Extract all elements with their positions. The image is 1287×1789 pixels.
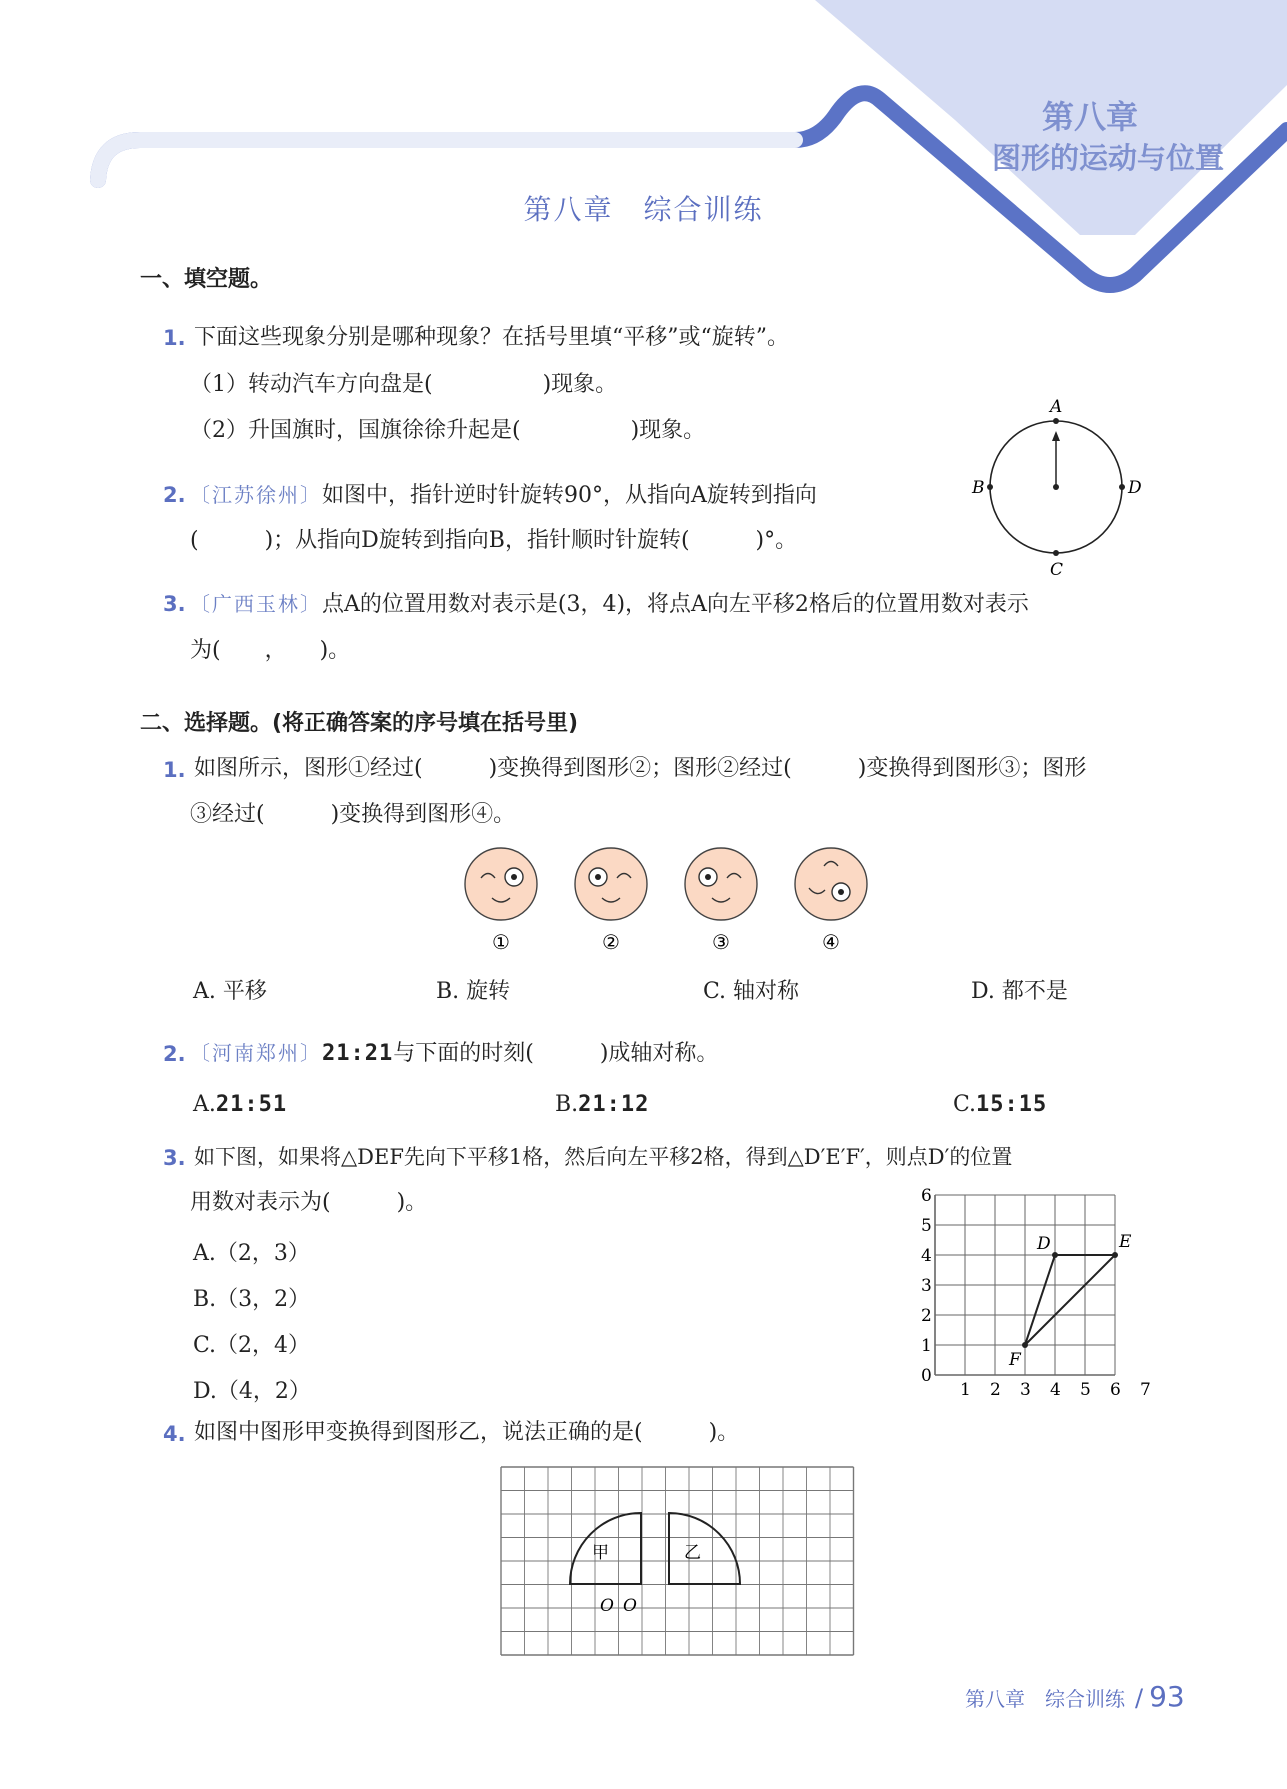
s2-q3-text1: 如下图，如果将△DEF先向下平移1格，然后向左平移2格，得到△D′E′F′，则点D′的位置 bbox=[194, 1145, 1013, 1169]
s1-q3-tag: 〔广西玉林〕 bbox=[190, 592, 322, 616]
x-tick-label: 4 bbox=[1050, 1380, 1061, 1400]
s1-q2-text1: 如图中，指针逆时针旋转90°，从指向A旋转到指向 bbox=[322, 483, 817, 508]
s2-q4-text: 如图中图形甲变换得到图形乙，说法正确的是( )。 bbox=[194, 1420, 740, 1445]
x-tick-label: 5 bbox=[1080, 1380, 1091, 1400]
chapter-subtitle: 图形的运动与位置 bbox=[992, 141, 1225, 175]
label-a: A bbox=[1050, 397, 1063, 417]
face-label-2: ② bbox=[602, 930, 620, 954]
point-d bbox=[1052, 1252, 1058, 1258]
s1-q1-number: 1. bbox=[163, 326, 186, 350]
option-letter: C. bbox=[953, 1092, 977, 1117]
s1-q3-text2: 为( ， )。 bbox=[190, 638, 351, 663]
s2-q2-text: 与下面的时刻( )成轴对称。 bbox=[393, 1041, 719, 1066]
s2-q2-time: 21:21 bbox=[322, 1041, 394, 1066]
quarter-circle-figure bbox=[500, 1466, 862, 1662]
coordinate-grid bbox=[921, 1186, 1151, 1400]
option-time: 15:15 bbox=[976, 1092, 1048, 1117]
s2-q3-option-c: C.（2，4） bbox=[193, 1333, 311, 1358]
y-tick-label: 3 bbox=[921, 1276, 932, 1296]
s2-q2-number: 2. bbox=[163, 1042, 186, 1066]
section1-heading: 一、填空题。 bbox=[140, 267, 273, 292]
s2-q1-number: 1. bbox=[163, 758, 186, 782]
s2-q2-tag: 〔河南郑州〕 bbox=[190, 1041, 322, 1065]
y-tick-label: 4 bbox=[921, 1246, 932, 1266]
s2-q3-option-d: D.（4，2） bbox=[193, 1379, 311, 1404]
triangle-def bbox=[1025, 1255, 1115, 1345]
point-label-d: D bbox=[1037, 1234, 1051, 1254]
option-letter: A. bbox=[193, 1092, 216, 1117]
page-footer bbox=[965, 1680, 1185, 1713]
s2-q1-option-c: C. 轴对称 bbox=[703, 979, 800, 1004]
s1-q3-line1 bbox=[190, 589, 1029, 620]
footer-separator: / bbox=[1135, 1684, 1144, 1712]
s2-q1-option-a: A. 平移 bbox=[193, 979, 267, 1004]
s1-q2-tag: 〔江苏徐州〕 bbox=[190, 483, 322, 507]
y-tick-label: 1 bbox=[921, 1336, 932, 1356]
chapter-label: 第八章 bbox=[1042, 98, 1139, 136]
s1-q2-line1 bbox=[190, 480, 817, 511]
y-tick-label: 5 bbox=[921, 1216, 932, 1236]
s2-q3-text2: 用数对表示为( )。 bbox=[190, 1190, 428, 1215]
s2-q1-text2: ③经过( )变换得到图形④。 bbox=[190, 802, 516, 827]
s2-q3-number: 3. bbox=[163, 1146, 186, 1170]
point-label-f: F bbox=[1009, 1350, 1021, 1370]
square-grid bbox=[501, 1467, 854, 1655]
faces-figure bbox=[455, 840, 875, 960]
s1-q2-number: 2. bbox=[163, 483, 186, 507]
label-yi: 乙 bbox=[684, 1543, 701, 1563]
s1-q3-number: 3. bbox=[163, 592, 186, 616]
y-tick-label: 0 bbox=[921, 1366, 932, 1386]
face-4 bbox=[795, 848, 867, 920]
s2-q4-number: 4. bbox=[163, 1422, 186, 1446]
face-3 bbox=[685, 848, 757, 920]
face-2 bbox=[575, 848, 647, 920]
label-d: D bbox=[1128, 478, 1142, 498]
s1-q2-text2: ( )；从指向D旋转到指向B，指针顺时针旋转( )°。 bbox=[190, 528, 798, 553]
s1-q1-sub1: （1）转动汽车方向盘是( )现象。 bbox=[190, 372, 618, 397]
page-number: 93 bbox=[1149, 1680, 1185, 1713]
x-tick-label: 7 bbox=[1140, 1380, 1151, 1400]
s1-q1-sub2: （2）升国旗时，国旗徐徐升起是( )现象。 bbox=[190, 418, 706, 443]
s1-q1-text: 下面这些现象分别是哪种现象？在括号里填“平移”或“旋转”。 bbox=[194, 325, 789, 350]
option-letter: B. bbox=[555, 1092, 579, 1117]
s2-q3-option-a: A.（2，3） bbox=[193, 1241, 310, 1266]
s2-q1-option-b: B. 旋转 bbox=[436, 979, 511, 1004]
s2-q2-option-b bbox=[555, 1092, 649, 1117]
s2-q2-option-a bbox=[193, 1092, 287, 1117]
x-tick-label: 3 bbox=[1020, 1380, 1031, 1400]
point-label-e: E bbox=[1119, 1232, 1132, 1252]
s2-q3-option-b: B.（3，2） bbox=[193, 1287, 311, 1312]
point-e bbox=[1112, 1252, 1118, 1258]
pointer-circle-diagram bbox=[960, 395, 1140, 585]
label-o-left: O bbox=[600, 1596, 614, 1616]
s1-q3-text1: 点A的位置用数对表示是(3，4)，将点A向左平移2格后的位置用数对表示 bbox=[322, 592, 1029, 617]
option-time: 21:12 bbox=[578, 1092, 650, 1117]
s2-q2-option-c bbox=[953, 1092, 1047, 1117]
y-tick-label: 2 bbox=[921, 1306, 932, 1326]
label-o-right: O bbox=[623, 1596, 637, 1616]
face-1 bbox=[465, 848, 537, 920]
shape-yi bbox=[669, 1513, 740, 1584]
option-time: 21:51 bbox=[215, 1092, 288, 1117]
label-b: B bbox=[972, 478, 985, 498]
footer-text: 第八章 综合训练 bbox=[965, 1687, 1125, 1711]
section2-heading: 二、选择题。(将正确答案的序号填在括号里) bbox=[140, 711, 579, 736]
x-tick-label: 2 bbox=[990, 1380, 1001, 1400]
page-title: 第八章 综合训练 bbox=[523, 193, 764, 226]
label-c: C bbox=[1050, 560, 1064, 580]
s2-q1-option-d: D. 都不是 bbox=[971, 979, 1068, 1004]
s2-q1-text1: 如图所示，图形①经过( )变换得到图形②；图形②经过( )变换得到图形③；图形 bbox=[194, 756, 1087, 781]
y-tick-label: 6 bbox=[921, 1186, 932, 1206]
s2-q2-line bbox=[190, 1038, 718, 1069]
label-jia: 甲 bbox=[592, 1543, 609, 1563]
coordinate-grid-figure bbox=[915, 1180, 1165, 1400]
point-f bbox=[1022, 1342, 1028, 1348]
face-label-4: ④ bbox=[822, 930, 840, 954]
x-tick-label: 6 bbox=[1110, 1380, 1121, 1400]
x-tick-label: 1 bbox=[960, 1380, 971, 1400]
face-label-3: ③ bbox=[712, 930, 730, 954]
face-label-1: ① bbox=[492, 930, 510, 954]
